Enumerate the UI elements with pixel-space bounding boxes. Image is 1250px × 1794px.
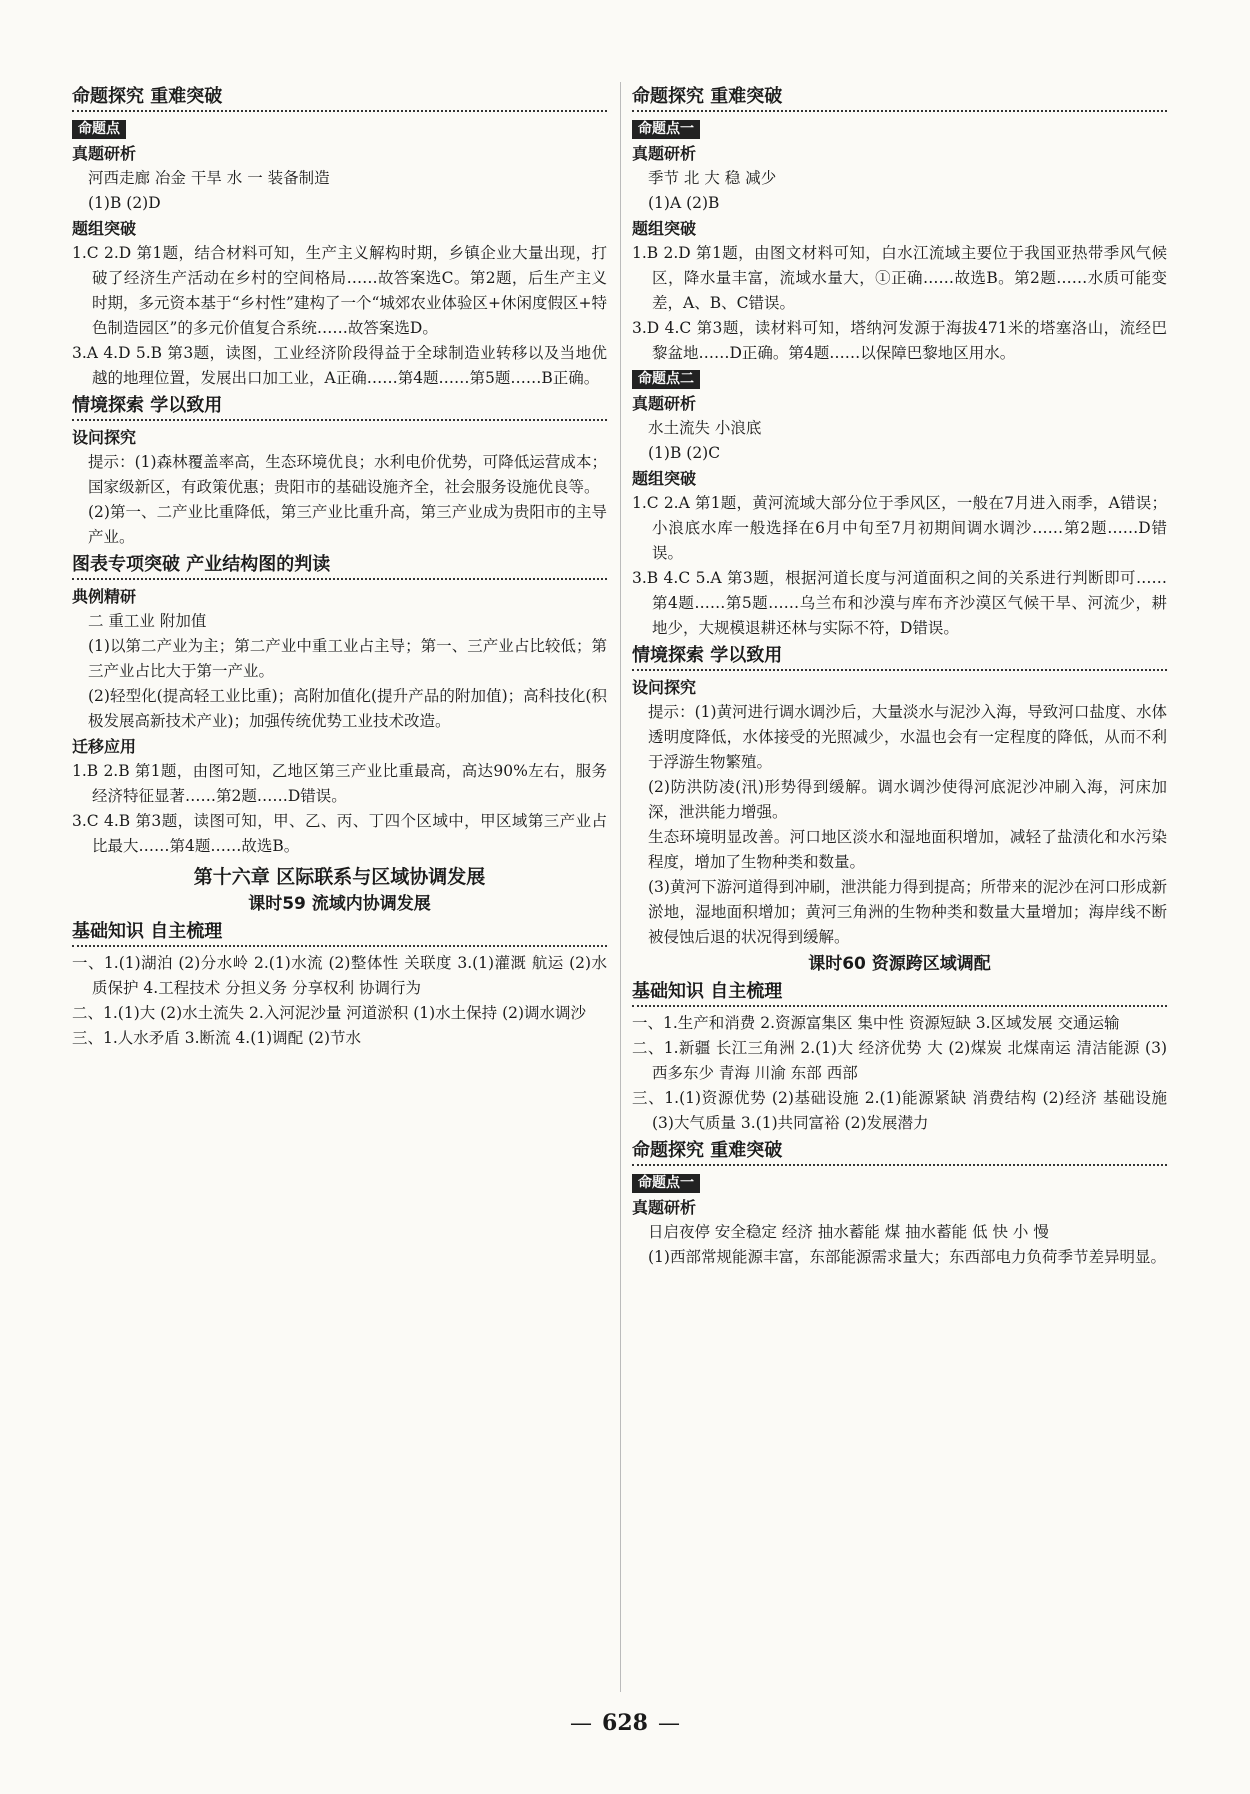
- subheading: 题组突破: [72, 219, 137, 238]
- hint-paragraph: 提示：(1)森林覆盖率高，生态环境优良；水利电价优势，可降低运营成本；国家级新区，有政策优惠；贵阳市的基础设施齐全，社会服务设施优良等。: [88, 453, 607, 496]
- answer-line: 日启夜停 安全稳定 经济 抽水蓄能 煤 抽水蓄能 低 快 小 慢: [648, 1223, 1049, 1241]
- topic-tag: 命题点一: [632, 120, 700, 139]
- answer-line: 河西走廊 冶金 干旱 水 一 装备制造: [88, 169, 330, 187]
- answer-paragraph: 二、1.新疆 长江三角洲 2.(1)大 经济优势 大 (2)煤炭 北煤南运 清洁能源 (3)西多东少 青海 川渝 东部 西部: [632, 1039, 1167, 1082]
- answer-paragraph: 一、1.生产和消费 2.资源富集区 集中性 资源短缺 3.区域发展 交通运输: [632, 1014, 1120, 1032]
- hint-paragraph: 提示：(1)黄河进行调水调沙后，大量淡水与泥沙入海，导致河口盐度、水体透明度降低，水体接受的光照减少，水温也会有一定程度的降低，从而不利于浮游生物繁殖。: [648, 703, 1167, 771]
- section-heading: 情境探索 学以致用: [72, 393, 607, 421]
- answer-line: (1)B (2)D: [88, 194, 161, 212]
- answer-paragraph: 1.C 2.D 第1题，结合材料可知，生产主义解构时期，乡镇企业大量出现，打破了经济生产活动在乡村的空间格局……故答案选C。第2题，后生产主义时期，多元资本基于“乡村性”建构了一个“城郊农业体验区+休闲度假区+特色制造园区”的多元价值复合系统……故答案选D。: [72, 244, 607, 337]
- subheading: 真题研析: [632, 144, 697, 163]
- section-heading: 基础知识 自主梳理: [72, 919, 607, 947]
- right-column: [632, 82, 1167, 1270]
- answer-paragraph: 1.B 2.B 第1题，由图可知，乙地区第三产业比重最高，高达90%左右，服务经济特征显著……第2题……D错误。: [72, 762, 607, 805]
- subheading: 真题研析: [632, 1198, 697, 1217]
- topic-tag: 命题点: [72, 120, 126, 139]
- hint-paragraph: (2)防洪防凌(汛)形势得到缓解。调水调沙使得河底泥沙冲刷入海，河床加深，泄洪能力增强。: [648, 778, 1167, 821]
- answer-paragraph: 1.C 2.A 第1题，黄河流域大部分位于季风区，一般在7月进入雨季，A错误；小浪底水库一般选择在6月中旬至7月初期间调水调沙……第2题……D错误。: [632, 494, 1167, 562]
- column-divider: [620, 82, 621, 1692]
- lesson-title: 课时59 流域内协调发展: [248, 894, 431, 914]
- subheading: 设问探究: [72, 428, 137, 447]
- subheading: 真题研析: [72, 144, 137, 163]
- answer-line: 季节 北 大 稳 减少: [648, 169, 777, 187]
- hint-paragraph: (3)黄河下游河道得到冲刷，泄洪能力得到提高；所带来的泥沙在河口形成新淤地，湿地面积增加；黄河三角洲的生物种类和数量大量增加；海岸线不断被侵蚀后退的状况得到缓解。: [648, 878, 1167, 946]
- answer-paragraph: (2)轻型化(提高轻工业比重)；高附加值化(提升产品的附加值)；高科技化(积极发展高新技术产业)；加强传统优势工业技术改造。: [88, 687, 607, 730]
- answer-line: (1)西部常规能源丰富，东部能源需求量大；东西部电力负荷季节差异明显。: [648, 1248, 1166, 1266]
- subheading: 迁移应用: [72, 737, 137, 756]
- answer-paragraph: 3.D 4.C 第3题，读材料可知，塔纳河发源于海拔471米的塔塞洛山，流经巴黎盆地……D正确。第4题……以保障巴黎地区用水。: [632, 319, 1167, 362]
- answer-paragraph: 三、1.人水矛盾 3.断流 4.(1)调配 (2)节水: [72, 1029, 362, 1047]
- left-column: [72, 82, 607, 1051]
- subheading: 典例精研: [72, 587, 137, 606]
- section-heading: 基础知识 自主梳理: [632, 979, 1167, 1007]
- section-heading: 情境探索 学以致用: [632, 643, 1167, 671]
- subheading: 设问探究: [632, 678, 697, 697]
- answer-line: 二 重工业 附加值: [88, 612, 207, 630]
- page-number: — 628 —: [570, 1710, 680, 1736]
- section-heading: 图表专项突破 产业结构图的判读: [72, 552, 607, 580]
- answer-paragraph: 二、1.(1)大 (2)水土流失 2.入河泥沙量 河道淤积 (1)水土保持 (2)调水调沙: [72, 1004, 587, 1022]
- answer-paragraph: 3.A 4.D 5.B 第3题，读图，工业经济阶段得益于全球制造业转移以及当地优越的地理位置，发展出口加工业，A正确……第4题……第5题……B正确。: [72, 344, 607, 387]
- lesson-title: 课时60 资源跨区域调配: [808, 954, 991, 974]
- answer-paragraph: (1)以第二产业为主；第二产业中重工业占主导；第一、三产业占比较低；第三产业占比大于第一产业。: [88, 637, 607, 680]
- section-heading: 命题探究 重难突破: [72, 84, 607, 112]
- topic-tag: 命题点一: [632, 1174, 700, 1193]
- section-heading: 命题探究 重难突破: [632, 1138, 1167, 1166]
- answer-paragraph: 3.C 4.B 第3题，读图可知，甲、乙、丙、丁四个区域中，甲区域第三产业占比最大……第4题……故选B。: [72, 812, 607, 855]
- section-heading: 命题探究 重难突破: [632, 84, 1167, 112]
- answer-line: 水土流失 小浪底: [648, 419, 762, 437]
- answer-line: (1)B (2)C: [648, 444, 721, 462]
- page-number-value: 628: [602, 1710, 648, 1736]
- subheading: 题组突破: [632, 219, 697, 238]
- answer-paragraph: 一、1.(1)湖泊 (2)分水岭 2.(1)水流 (2)整体性 关联度 3.(1)灌溉 航运 (2)水质保护 4.工程技术 分担义务 分享权利 协调行为: [72, 954, 607, 997]
- chapter-title: 第十六章 区际联系与区域协调发展: [193, 866, 486, 888]
- hint-paragraph: 生态环境明显改善。河口地区淡水和湿地面积增加，减轻了盐渍化和水污染程度，增加了生物种类和数量。: [648, 828, 1167, 871]
- answer-line: (1)A (2)B: [648, 194, 720, 212]
- subheading: 真题研析: [632, 394, 697, 413]
- answer-paragraph: 3.B 4.C 5.A 第3题，根据河道长度与河道面积之间的关系进行判断即可……第4题……第5题……乌兰布和沙漠与库布齐沙漠区气候干旱、河流少，耕地少，大规模退耕还林与实际不符，D错误。: [632, 569, 1167, 637]
- subheading: 题组突破: [632, 469, 697, 488]
- topic-tag: 命题点二: [632, 370, 700, 389]
- answer-paragraph: 三、1.(1)资源优势 (2)基础设施 2.(1)能源紧缺 消费结构 (2)经济 基础设施 (3)大气质量 3.(1)共同富裕 (2)发展潜力: [632, 1089, 1167, 1132]
- hint-paragraph: (2)第一、二产业比重降低，第三产业比重升高，第三产业成为贵阳市的主导产业。: [88, 503, 607, 546]
- answer-paragraph: 1.B 2.D 第1题，由图文材料可知，白水江流域主要位于我国亚热带季风气候区，降水量丰富，流域水量大，①正确……故选B。第2题……水质可能变差，A、B、C错误。: [632, 244, 1167, 312]
